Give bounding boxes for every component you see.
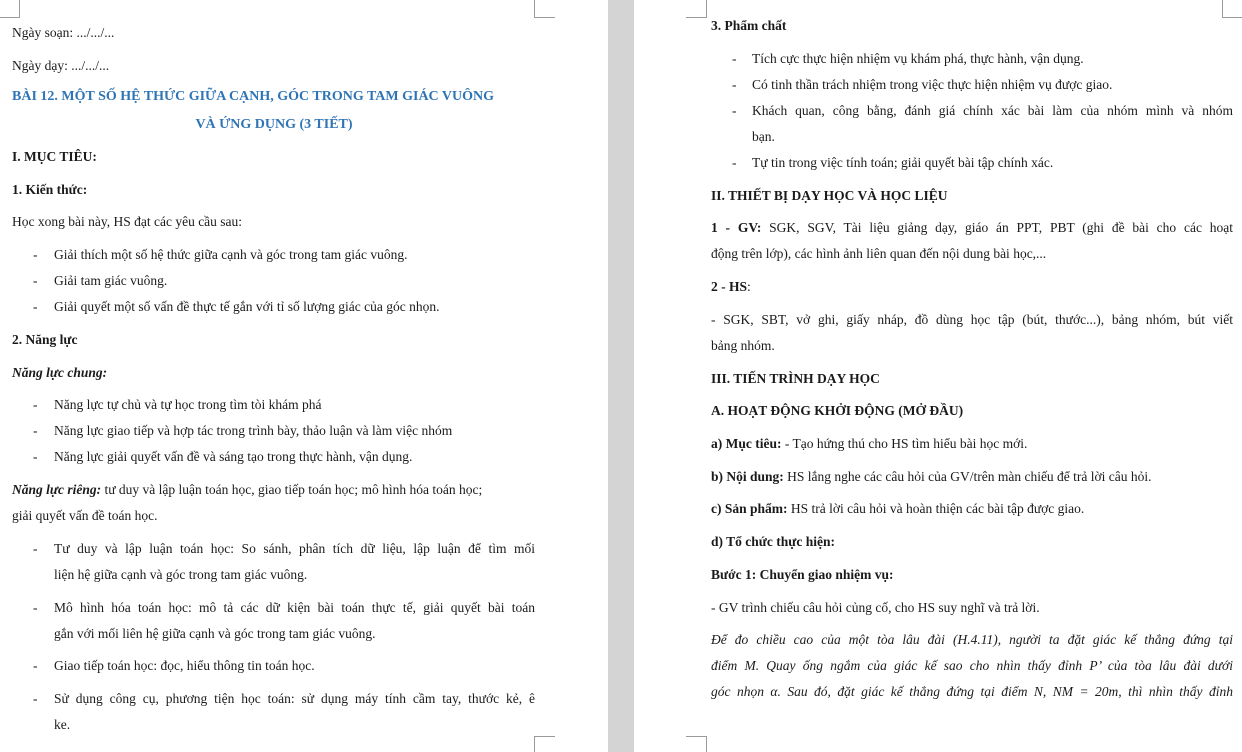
activity-a-heading: A. HOẠT ĐỘNG KHỞI ĐỘNG (MỞ ĐẦU) — [711, 403, 964, 418]
student-materials-line1: - SGK, SBT, vở ghi, giấy nháp, đồ dùng học tập (bút, thước...), bảng nhóm, bút viết — [711, 312, 1233, 327]
list-item: Tư duy và lập luận toán học: So sánh, phân tích dữ liệu, lập luận để tìm mối — [54, 541, 535, 556]
document-page-left — [0, 0, 608, 752]
student-label-colon: : — [747, 279, 751, 294]
list-bullet: - — [33, 449, 38, 464]
content-line — [711, 468, 1152, 485]
knowledge-heading: 1. Kiến thức: — [12, 182, 88, 197]
list-bullet: - — [33, 423, 38, 438]
section-process: III. TIẾN TRÌNH DẠY HỌC — [711, 371, 880, 386]
crop-mark — [534, 736, 555, 752]
crop-mark — [686, 736, 707, 752]
step1-text: - GV trình chiếu câu hỏi củng cố, cho HS suy nghĩ và trả lời. — [711, 600, 1040, 615]
preparation-date: Ngày soạn: .../.../... — [12, 25, 115, 40]
list-item: Giao tiếp toán học: đọc, hiểu thông tin toán học. — [54, 658, 315, 673]
crop-mark — [686, 0, 707, 18]
goal-line — [711, 435, 1027, 452]
list-bullet: - — [33, 273, 38, 288]
student-heading — [711, 278, 751, 295]
goal-text: - Tạo hứng thú cho HS tìm hiểu bài học mới. — [781, 436, 1028, 451]
content-text: HS lắng nghe các câu hỏi của GV/trên màn chiếu để trả lời câu hỏi. — [783, 469, 1152, 484]
list-item: Tự tin trong việc tính toán; giải quyết bài tập chính xác. — [752, 155, 1054, 170]
lesson-title-line2: VÀ ỨNG DỤNG (3 TIẾT) — [195, 117, 353, 132]
crop-mark — [1222, 0, 1242, 18]
specific-competence-label: Năng lực riêng: — [12, 482, 102, 497]
problem-line3: góc nhọn α. Sau đó, đặt giác kế thẳng đứng tại điểm N, NM = 20m, thì nhìn thấy đỉnh — [711, 684, 1233, 699]
list-item: Tích cực thực hiện nhiệm vụ khám phá, thực hành, vận dụng. — [752, 51, 1084, 66]
list-bullet: - — [33, 247, 38, 262]
list-item: Sử dụng công cụ, phương tiện học toán: sử dụng máy tính cầm tay, thước kẻ, ê — [54, 691, 535, 706]
crop-mark — [534, 0, 555, 18]
knowledge-intro: Học xong bài này, HS đạt các yêu cầu sau: — [12, 214, 243, 229]
list-item: Khách quan, công bằng, đánh giá chính xác bài làm của nhóm mình và nhóm — [752, 103, 1233, 118]
list-bullet: - — [732, 103, 737, 118]
teacher-label: 1 - GV: — [711, 220, 762, 235]
list-item: Có tinh thần trách nhiệm trong việc thực hiện nhiệm vụ được giao. — [752, 77, 1113, 92]
list-item: Giải thích một số hệ thức giữa cạnh và góc trong tam giác vuông. — [54, 247, 408, 262]
teaching-date: Ngày dạy: .../.../... — [12, 58, 110, 73]
list-item: Năng lực tự chủ và tự học trong tìm tòi khám phá — [54, 397, 322, 412]
list-bullet: - — [33, 541, 38, 556]
lesson-title-line1: BÀI 12. MỘT SỐ HỆ THỨC GIỮA CẠNH, GÓC TRONG TAM GIÁC VUÔNG — [12, 89, 495, 104]
list-item-continuation: bạn. — [752, 129, 775, 144]
problem-line2: điểm M. Quay ống ngắm của giác kế sao cho nhìn thấy đỉnh P’ của tòa lâu đài dưới — [711, 658, 1233, 673]
content-label: b) Nội dung: — [711, 469, 784, 484]
section-objectives: I. MỤC TIÊU: — [12, 149, 97, 164]
step1-heading: Bước 1: Chuyển giao nhiệm vụ: — [711, 567, 894, 582]
list-item-continuation: gắn với mối liên hệ giữa cạnh và góc trong tam giác vuông. — [54, 626, 376, 641]
specific-competence-line2: giải quyết vấn đề toán học. — [12, 508, 158, 523]
list-bullet: - — [33, 691, 38, 706]
list-item: Giải tam giác vuông. — [54, 273, 168, 288]
list-item: Mô hình hóa toán học: mô tả các dữ kiện bài toán thực tế, giải quyết bài toán — [54, 600, 535, 615]
list-item: Giải quyết một số vấn đề thực tế gắn với tỉ số lượng giác của góc nhọn. — [54, 299, 440, 314]
list-bullet: - — [33, 397, 38, 412]
product-label: c) Sản phẩm: — [711, 501, 788, 516]
section-equipment: II. THIẾT BỊ DẠY HỌC VÀ HỌC LIỆU — [711, 188, 948, 203]
specific-competence-line1 — [12, 481, 482, 498]
product-text: HS trả lời câu hỏi và hoàn thiện các bài tập được giao. — [787, 501, 1085, 516]
product-line — [711, 500, 1084, 517]
list-bullet: - — [33, 299, 38, 314]
student-label: 2 - HS — [711, 279, 748, 294]
organization-heading: d) Tổ chức thực hiện: — [711, 534, 835, 549]
list-item-continuation: ke. — [54, 717, 71, 732]
document-page-right — [634, 0, 1242, 752]
goal-label: a) Mục tiêu: — [711, 436, 782, 451]
list-bullet: - — [33, 658, 38, 673]
list-bullet: - — [732, 51, 737, 66]
crop-mark — [0, 0, 20, 18]
specific-competence-text: tư duy và lập luận toán học, giao tiếp toán học; mô hình hóa toán học; — [101, 482, 483, 497]
list-item-continuation: liện hệ giữa cạnh và góc trong tam giác vuông. — [54, 567, 308, 582]
problem-line1: Để đo chiều cao của một tòa lâu đài (H.4.11), người ta đặt giác kế thẳng đứng tại — [711, 632, 1233, 647]
teacher-materials-line2: động trên lớp), các hình ảnh liên quan đến nội dung bài học,... — [711, 246, 1047, 261]
list-bullet: - — [732, 155, 737, 170]
list-bullet: - — [732, 77, 737, 92]
teacher-materials-line1 — [711, 219, 1233, 236]
student-materials-line2: bảng nhóm. — [711, 338, 775, 353]
competence-heading: 2. Năng lực — [12, 332, 78, 347]
general-competence-heading: Năng lực chung: — [12, 365, 108, 380]
list-item: Năng lực giao tiếp và hợp tác trong trình bày, thảo luận và làm việc nhóm — [54, 423, 453, 438]
list-bullet: - — [33, 600, 38, 615]
list-item: Năng lực giải quyết vấn đề và sáng tạo trong thực hành, vận dụng. — [54, 449, 413, 464]
teacher-materials-text: SGK, SGV, Tài liệu giảng dạy, giáo án PPT, PBT (ghi đề bài cho các hoạt — [761, 220, 1233, 235]
quality-heading: 3. Phẩm chất — [711, 18, 787, 33]
